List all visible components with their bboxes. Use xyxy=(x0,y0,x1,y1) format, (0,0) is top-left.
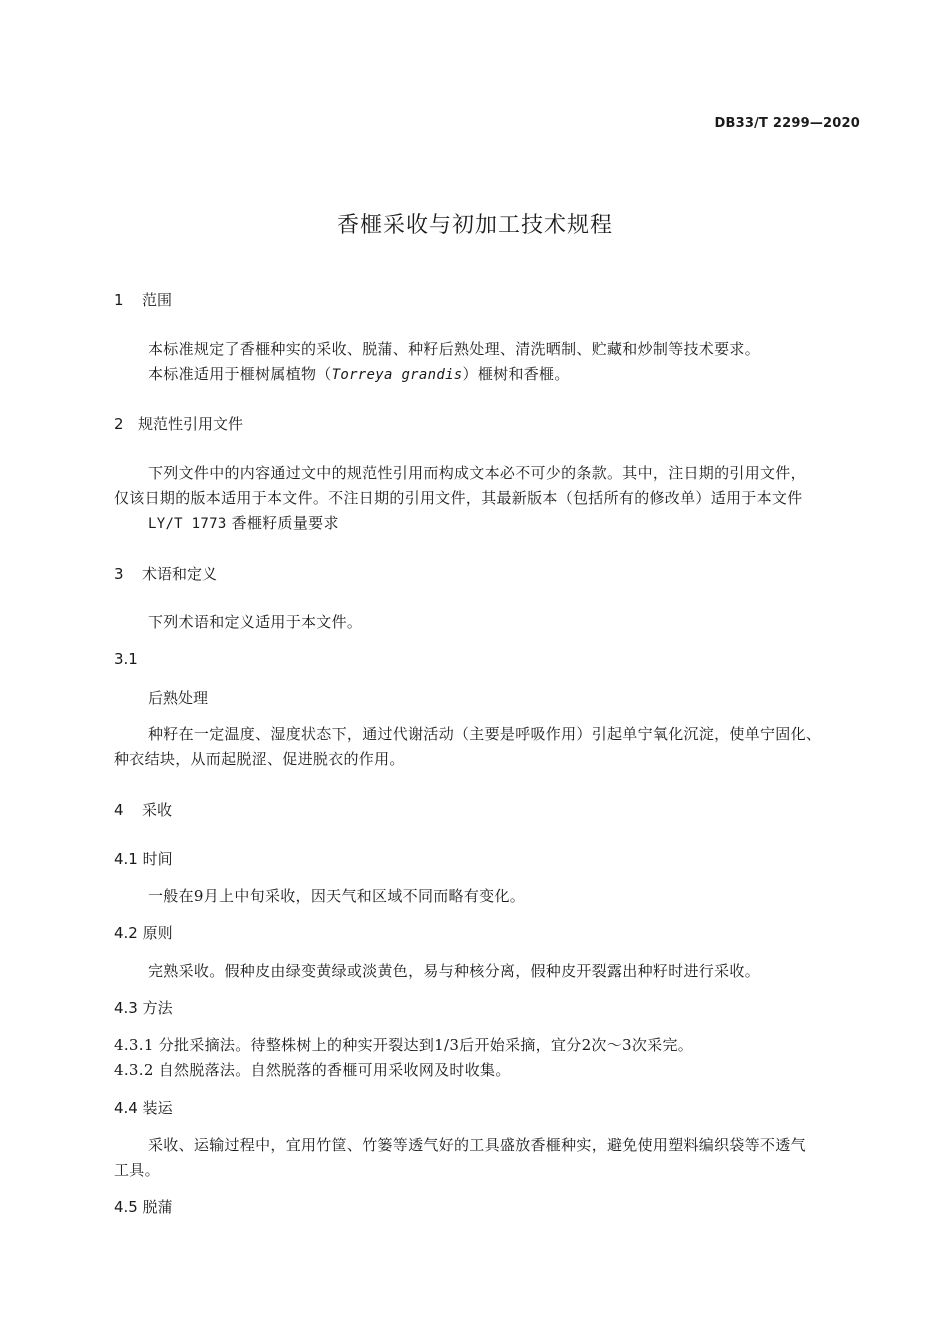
section-number: 1 xyxy=(114,291,124,309)
terms-intro: 下列术语和定义适用于本文件。 xyxy=(148,613,363,631)
section-2-heading xyxy=(114,413,243,434)
scope-paragraph-2 xyxy=(148,363,570,384)
scope-p2-post: ）榧树和香榧。 xyxy=(462,365,570,383)
refs-paragraph-line-2: 仅该日期的版本适用于本文件。不注日期的引用文件，其最新版本（包括所有的修改单）适用于本文件 xyxy=(114,489,803,507)
item-4-3-1: 4.3.1 分批采摘法。待整株树上的种实开裂达到1/3后开始采摘，宜分2次～3次采完。 xyxy=(114,1036,694,1054)
section-title: 规范性引用文件 xyxy=(138,415,244,433)
section-title: 术语和定义 xyxy=(142,565,218,583)
term-3-1-definition-line-1: 种籽在一定温度、湿度状态下，通过代谢活动（主要是呼吸作用）引起单宁氧化沉淀，使单宁固化、 xyxy=(148,725,822,743)
section-4-heading xyxy=(114,799,172,820)
subsection-4-1-heading: 4.1 时间 xyxy=(114,850,173,868)
subsection-4-4-text-line-1: 采收、运输过程中，宜用竹筐、竹篓等透气好的工具盛放香榧种实，避免使用塑料编织袋等不透气 xyxy=(148,1136,806,1154)
subsection-4-4-heading: 4.4 装运 xyxy=(114,1099,173,1117)
subsection-4-4-text-line-2: 工具。 xyxy=(114,1161,160,1179)
reference-title: 香榧籽质量要求 xyxy=(231,514,339,532)
section-1-heading xyxy=(114,289,172,310)
document-title: 香榧采收与初加工技术规程 xyxy=(336,213,613,238)
subsection-4-2-heading: 4.2 原则 xyxy=(114,924,173,942)
section-3-heading xyxy=(114,563,217,584)
refs-paragraph-line-1: 下列文件中的内容通过文中的规范性引用而构成文本必不可少的条款。其中，注日期的引用文件， xyxy=(148,464,806,482)
subsection-4-3-heading: 4.3 方法 xyxy=(114,999,173,1017)
section-number: 3 xyxy=(114,565,124,583)
term-3-1-definition-line-2: 种衣结块，从而起脱涩、促进脱衣的作用。 xyxy=(114,750,405,768)
section-number: 2 xyxy=(114,415,124,433)
section-number: 4 xyxy=(114,801,124,819)
section-title: 范围 xyxy=(142,291,173,309)
term-3-1-number: 3.1 xyxy=(114,650,138,668)
scope-paragraph-1: 本标准规定了香榧种实的采收、脱蒲、种籽后熟处理、清洗晒制、贮藏和炒制等技术要求。 xyxy=(148,340,761,358)
reference-entry xyxy=(148,512,339,533)
reference-code: LY/T 1773 xyxy=(148,516,227,532)
term-3-1-title: 后熟处理 xyxy=(148,689,209,707)
subsection-4-5-heading: 4.5 脱蒲 xyxy=(114,1198,173,1216)
subsection-4-2-text: 完熟采收。假种皮由绿变黄绿或淡黄色，易与种核分离，假种皮开裂露出种籽时进行采收。 xyxy=(148,962,761,980)
section-title: 采收 xyxy=(142,801,173,819)
latin-species-name: Torreya grandis xyxy=(331,367,463,383)
scope-p2-pre: 本标准适用于榧树属植物（ xyxy=(148,365,332,383)
standard-code: DB33/T 2299—2020 xyxy=(714,116,860,131)
subsection-4-1-text: 一般在9月上中旬采收，因天气和区域不同而略有变化。 xyxy=(148,887,526,905)
item-4-3-2: 4.3.2 自然脱落法。自然脱落的香榧可用采收网及时收集。 xyxy=(114,1061,511,1079)
